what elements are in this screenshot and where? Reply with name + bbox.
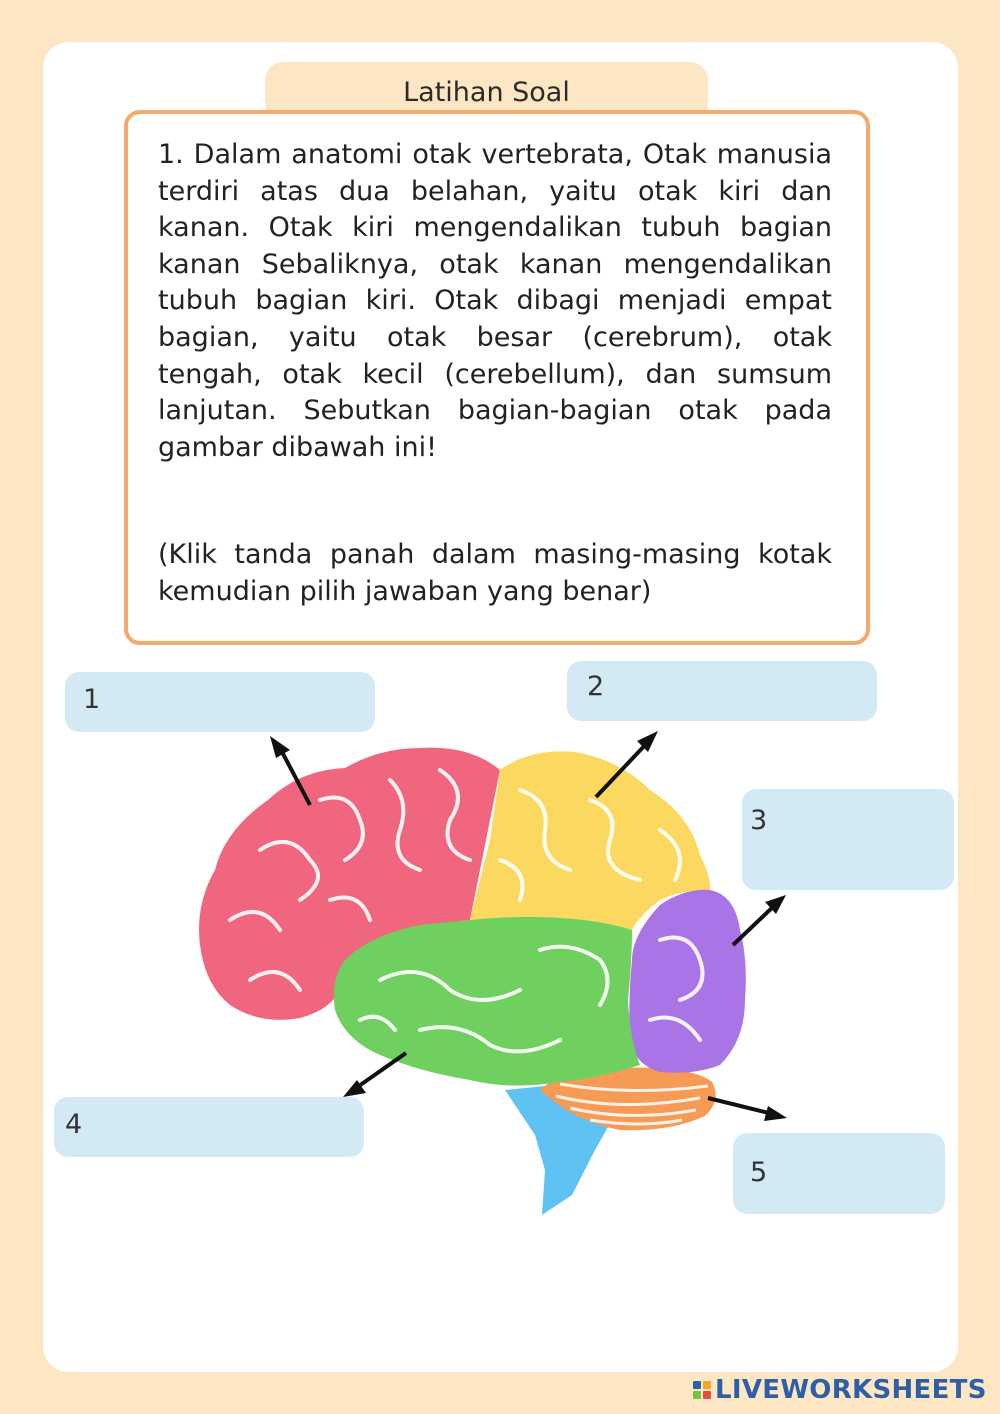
logo-text: LIVEWORKSHEETS bbox=[715, 1375, 987, 1405]
answer-number: 4 bbox=[65, 1109, 83, 1140]
answer-box-1[interactable] bbox=[65, 672, 375, 732]
answer-box-3[interactable] bbox=[742, 789, 954, 890]
instruction-text: (Klik tanda panah dalam masing-masing kotak kemudian pilih jawaban yang benar) bbox=[158, 539, 832, 607]
logo-icon bbox=[693, 1381, 711, 1399]
answer-number: 1 bbox=[83, 684, 101, 715]
liveworksheets-logo bbox=[693, 1372, 987, 1408]
question-text: 1. Dalam anatomi otak vertebrata, Otak manusia terdiri atas dua belahan, yaitu otak kiri dan kanan. Otak kiri mengendalikan tubuh bagian kanan Sebaliknya, otak kanan mengendalikan tubuh bagian kiri. Otak dibagi menjadi empat bagian, yaitu otak besar (cerebrum), otak tengah, otak kecil (cerebellum), dan sumsum lanjutan. Sebutkan bagian-bagian otak pada gambar dibawah ini! bbox=[158, 139, 832, 463]
answer-box-2[interactable] bbox=[567, 661, 877, 721]
answer-box-4[interactable] bbox=[54, 1097, 364, 1157]
answer-number: 3 bbox=[750, 805, 768, 836]
answer-box-5[interactable] bbox=[733, 1133, 945, 1214]
worksheet-title: Latihan Soal bbox=[265, 62, 708, 122]
answer-number: 5 bbox=[750, 1157, 768, 1188]
answer-number: 2 bbox=[587, 671, 605, 702]
occipital-lobe-region bbox=[629, 890, 745, 1073]
